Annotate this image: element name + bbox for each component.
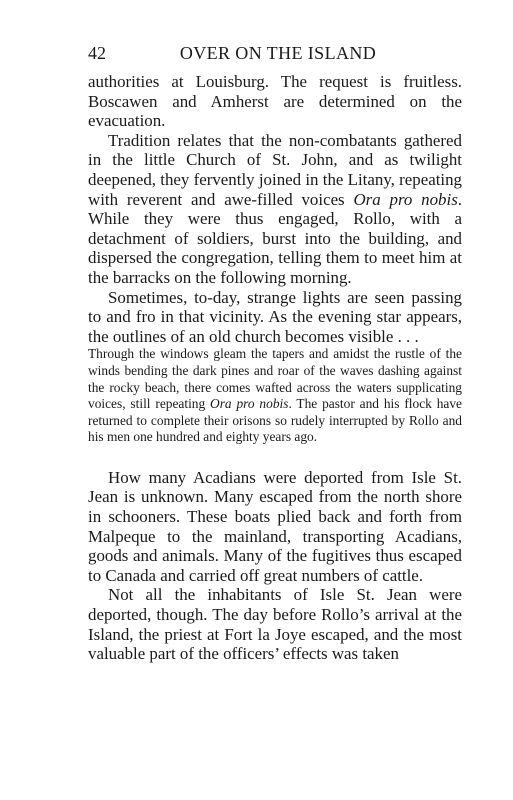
paragraph-5: Not all the inhabitants of Isle St. Jean were deported, though. The day before Rollo’s arrival at the Island, the priest at Fort la Joye escaped, and the most valuable part of the officers’ effects was taken xyxy=(88,585,462,664)
paragraph-3: Sometimes, to-day, strange lights are seen passing to and fro in that vicinity. As the evening star appears, the outlines of an old church becomes visible . . . xyxy=(88,287,462,346)
paragraph-2-text-a: Tradition relates that the non-combatants gathered in the little Church of St. John, and as twilight deepened, they fervently joined in the Litany, repeating with reverent and awe-filled voices xyxy=(88,130,462,209)
paragraph-1: authorities at Louisburg. The request is fruitless. Boscawen and Amherst are determined on the evacuation. xyxy=(88,72,462,131)
paragraph-4: How many Acadians were deported from Isle St. Jean is unknown. Many escaped from the north shore in schooners. These boats plied back and forth from Malpeque to the mainland, transporting Acadians, goods and animals. Many of the fugitives thus escaped to Canada and carried off great numbers of cattle. xyxy=(88,467,462,585)
latin-phrase: Ora pro nobis xyxy=(353,189,458,209)
page-number: 42 xyxy=(88,43,106,63)
quote-latin-phrase: Ora pro nobis xyxy=(210,396,289,412)
quote-text-a: Through the windows gleam the tapers and amidst the rustle of the winds bending the dark pines and roar of the waves dashing against the rocky beach, there comes wafted across the waters supplicating voices, still repeating xyxy=(88,346,462,412)
running-title: OVER ON THE ISLAND xyxy=(179,43,377,63)
paragraph-2 xyxy=(88,131,462,288)
quote-text-b: . The pastor and his flock have returned to complete their orisons so rudely interrupted by Rollo and his men one hundred and eighty years ago. xyxy=(88,396,462,445)
page-body xyxy=(88,72,462,664)
block-quote xyxy=(88,346,462,446)
paragraph-2-text-b: . While they were thus engaged, Rollo, with a detachment of soldiers, burst into the building, and dispersed the congregation, telling them to meet him at the barracks on the following morning. xyxy=(88,189,462,287)
